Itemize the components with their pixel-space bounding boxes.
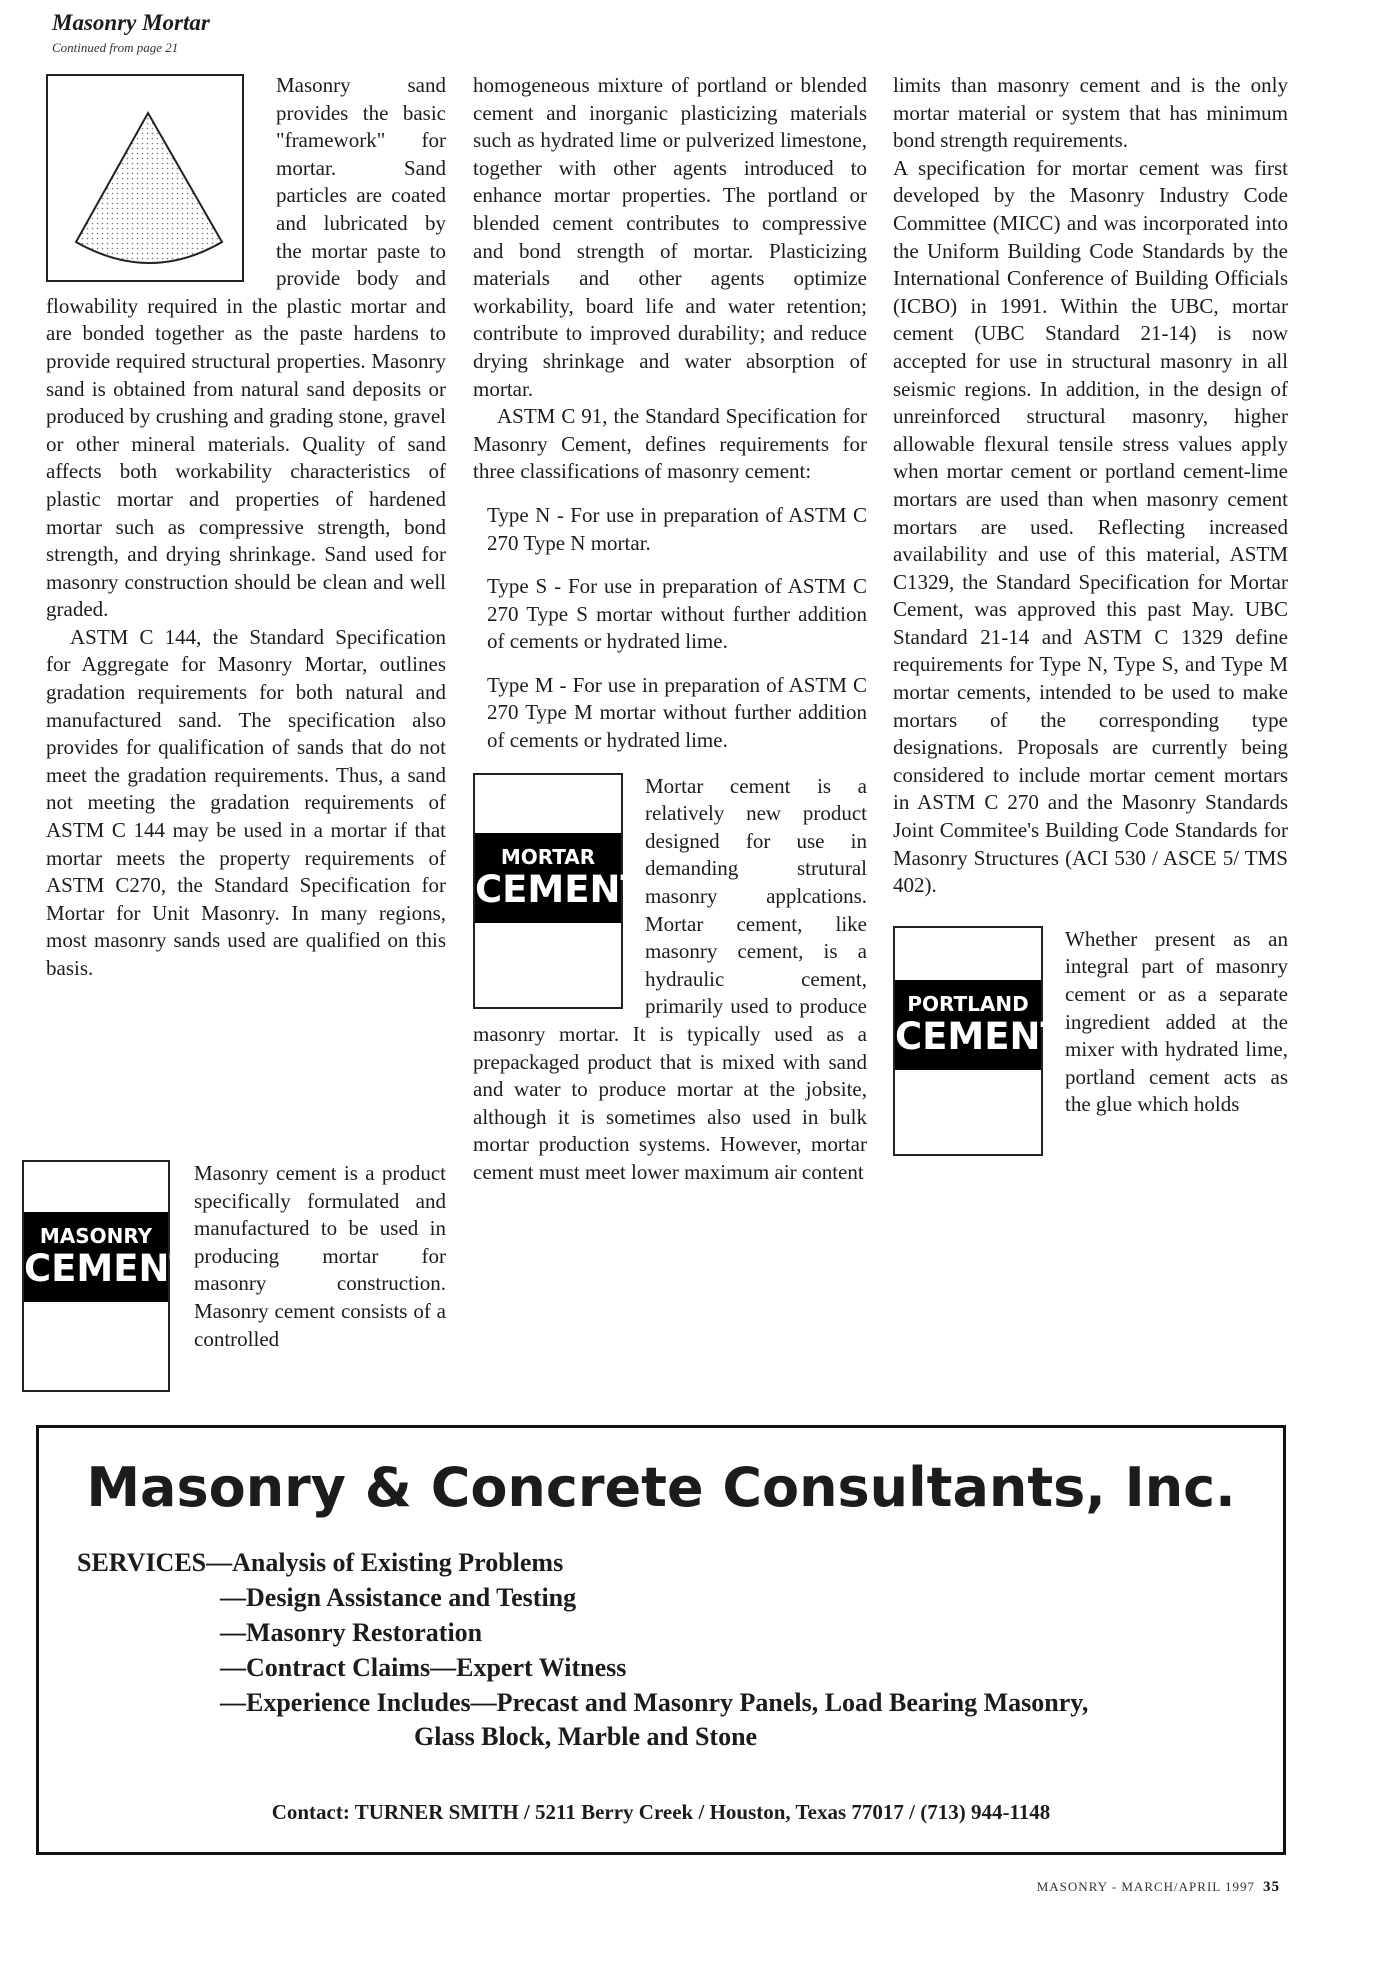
column-1-bottom bbox=[22, 1160, 446, 1392]
ad-service-line: —Contract Claims—Expert Witness bbox=[220, 1653, 627, 1682]
ad-company-name: Masonry & Concrete Consultants, Inc. bbox=[86, 1456, 1236, 1519]
type-m-item: Type M - For use in preparation of ASTM C 270 Type M mortar without further addition of cements or hydrated lime. bbox=[487, 672, 867, 753]
page-footer bbox=[1037, 1879, 1280, 1896]
ad-service-line: —Masonry Restoration bbox=[220, 1618, 483, 1647]
col1-para-1: Masonry sand provides the basic "framework" for mortar. Sand particles are coated and lubricated by the mortar paste to provide body and flowability required in the plastic mortar and are bonded together as the paste hardens to provide required structural properties. Masonry sand is obtained from natural sand deposits or produced by crushing and grading stone, gravel or other mineral materials. Quality of sand affects both workability characteristics of plastic mortar and properties of hardened mortar such as compressive strength, bond strength, and drying shrinkage. Sand used for masonry construction should be clean and well graded. bbox=[46, 73, 446, 622]
column-1 bbox=[46, 72, 446, 983]
col2-para-1: homogeneous mixture of portland or blended cement and inorganic plasticizing materials such as hydrated lime or pulverized limestone, together with other agents introduced to enhance mortar properties. The portland or blended cement contributes to compressive and bond strength of mortar. Plasticizing materials and other agents optimize workability, board life and water retention; contribute to improved durability; and reduce drying shrinkage and water absorption of mortar. bbox=[473, 73, 867, 401]
ad-service-line: Glass Block, Marble and Stone bbox=[414, 1722, 758, 1751]
article-title: Masonry Mortar bbox=[52, 10, 210, 35]
type-s-item: Type S - For use in preparation of ASTM C 270 Type S mortar without further addition of cements or hydrated lime. bbox=[487, 574, 867, 654]
mortar-cement-bag-icon: MORTAR CEMENT bbox=[473, 773, 623, 1009]
col3-para-1: limits than masonry cement and is the only mortar material or system that has minimum bond strength requirements. bbox=[893, 73, 1288, 153]
column-2 bbox=[473, 72, 867, 1187]
ad-service-line: —Experience Includes—Precast and Masonry Panels, Load Bearing Masonry, bbox=[220, 1688, 1089, 1717]
col2-para-2: ASTM C 91, the Standard Specification for Masonry Cement, defines requirements for three classifications of masonry cement: bbox=[473, 404, 867, 484]
page-number: 35 bbox=[1263, 1879, 1280, 1895]
col3-para-3: Whether present as an integral part of masonry cement or as a separate ingredient added at the mixer with hydrated lime, portland cement acts as the glue which holds bbox=[1065, 926, 1288, 1117]
portland-cement-bag-icon: PORTLAND CEMENT bbox=[893, 926, 1043, 1156]
continued-note: Continued from page 21 bbox=[52, 40, 179, 55]
column-3 bbox=[893, 72, 1288, 1156]
publication-name: MASONRY - MARCH/APRIL 1997 bbox=[1036, 1879, 1255, 1894]
sand-cone-icon bbox=[46, 72, 246, 284]
type-n-item: Type N - For use in preparation of ASTM C 270 Type N mortar. bbox=[487, 502, 867, 555]
consultants-advertisement bbox=[36, 1425, 1286, 1855]
col1-para-3: Masonry cement is a product specifically formulated and manufactured to be used in producing mortar for masonry construction. Masonry cement consists of a controlled bbox=[194, 1161, 446, 1351]
ad-service-line: SERVICES—Analysis of Existing Problems bbox=[77, 1548, 564, 1577]
col3-para-2: A specification for mortar cement was first developed by the Masonry Industry Code Committee (MICC) and was incorporated into the Uniform Building Code Standards by the International Conference of Building Officials (ICBO) in 1991. Within the UBC, mortar cement (UBC Standard 21-14) is now accepted for use in structural masonry in all seismic regions. In addition, in the design of unreinforced structural masonry, higher allowable flexural tensile stress values apply when mortar cement or portland cement-lime mortars are used than when masonry cement mortars are used. Reflecting increased availability and use of this material, ASTM C1329, the Standard Specification for Mortar Cement, was approved this past May. UBC Standard 21-14 and ASTM C 1329 define requirements for Type N, Type S, and Type M mortar cements, intended to be used to make mortars of the corresponding type designations. Proposals are currently being considered to include mortar cement mortars in ASTM C 270 and the Masonry Standards Joint Commitee's Building Code Standards for Masonry Structures (ACI 530 / ASCE 5/ TMS 402). bbox=[893, 155, 1288, 898]
col1-para-2: ASTM C 144, the Standard Specification for Aggregate for Masonry Mortar, outlines gradation requirements for both natural and manufactured sand. The specification also provides for qualification of sands that do not meet the gradation requirements. Thus, a sand not meeting the gradation requirements of ASTM C 144 may be used in a mortar if that mortar meets the property requirements of ASTM C270, the Standard Specification for Mortar for Unit Masonry. In many regions, most masonry sands used are qualified on this basis. bbox=[46, 624, 446, 980]
col2-para-3: Mortar cement is a relatively new product designed for use in demanding strutural masonry applcations. Mortar cement, like masonry cement, is a hydraulic cement, primarily used to produce masonry mortar. It is typically used as a prepackaged product that is mixed with sand and water to produce mortar at the jobsite, although it is sometimes also used in bulk mortar production systems. However, mortar cement must meet lower maximum air content bbox=[473, 773, 867, 1184]
masonry-cement-bag-icon: MASONRY CEMENT bbox=[22, 1160, 170, 1392]
ad-service-line: —Design Assistance and Testing bbox=[220, 1583, 577, 1612]
ad-contact: Contact: TURNER SMITH / 5211 Berry Creek / Houston, Texas 77017 / (713) 944-1148 bbox=[271, 1800, 1051, 1824]
sand-figure bbox=[46, 72, 254, 286]
